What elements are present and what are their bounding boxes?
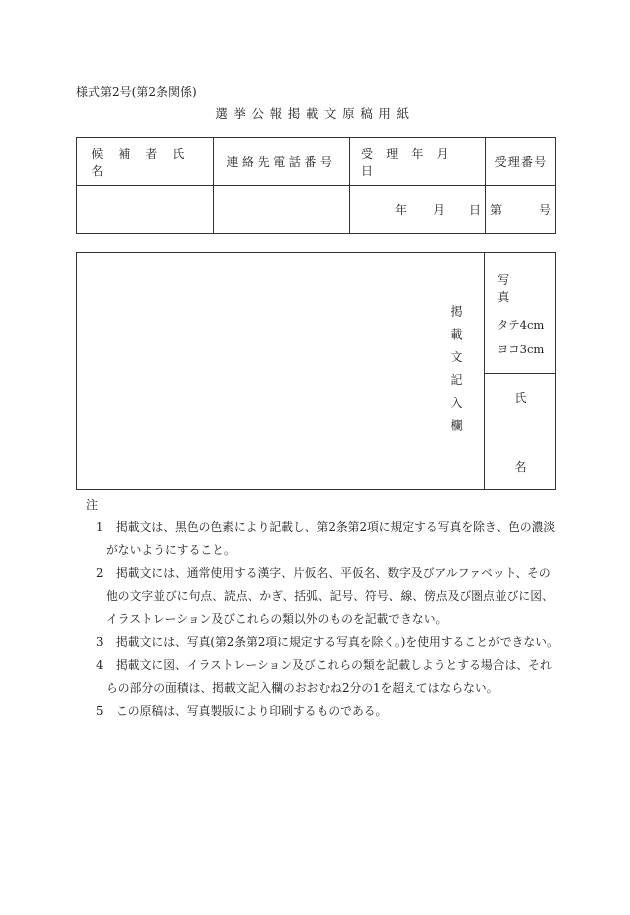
note-item: 5 この原稿は、写真製版により印刷するものである。 [96, 704, 388, 718]
contact-phone-field[interactable] [213, 185, 349, 233]
photo-height-spec: タテ4cm [496, 318, 545, 332]
note-item: 3 掲載文には、写真(第2条第2項に規定する写真を除く。)を使用することができない。 [96, 635, 559, 649]
photo-label: 写 真 [497, 273, 524, 304]
header-receipt-date: 受理年月日 [361, 146, 462, 178]
content-entry-box [76, 252, 556, 490]
entry-column-label: 掲載文記入欄 [449, 305, 463, 442]
note-item: 2 掲載文には、通常使用する漢字、片仮名、平仮名、数字及びアルファベット、その 他の文字並びに句点、読点、かぎ、括弧、記号、符号、線、傍点及び圏点並びに図、 イラストレーション及びこれらの類以外のものを記載できない。 [96, 566, 554, 626]
note-item: 4 掲載文に図、イラストレーション及びこれらの類を記載しようとする場合は、それ らの部分の面積は、掲載文記入欄のおおむね2分の1を超えてはならない。 [96, 658, 552, 695]
form-number-label: 様式第2号(第2条関係) [76, 85, 197, 99]
header-contact-phone: 連絡先電話番号 [226, 155, 336, 169]
number-suffix-label: 号 [539, 202, 552, 217]
page-title: 選挙公報掲載文原稿用紙 [215, 106, 415, 121]
header-table [76, 137, 556, 234]
number-prefix-label: 第 [490, 202, 503, 217]
notes-heading: 注 [86, 498, 99, 512]
date-month-label: 月 [433, 202, 446, 217]
date-year-label: 年 [395, 202, 408, 217]
note-item: 1 掲載文は、黒色の色素により記載し、第2条第2項に規定する写真を除き、色の濃淡 がないようにすること。 [96, 520, 556, 557]
header-receipt-number: 受理番号 [494, 155, 548, 169]
name-label-top: 氏 [514, 391, 527, 405]
notes-list [96, 516, 561, 723]
header-candidate-name: 候補者氏名 [91, 146, 200, 178]
photo-width-spec: ヨコ3cm [496, 342, 545, 356]
name-label-bottom: 名 [514, 460, 527, 474]
date-day-label: 日 [469, 202, 482, 217]
candidate-name-field[interactable] [77, 185, 213, 233]
